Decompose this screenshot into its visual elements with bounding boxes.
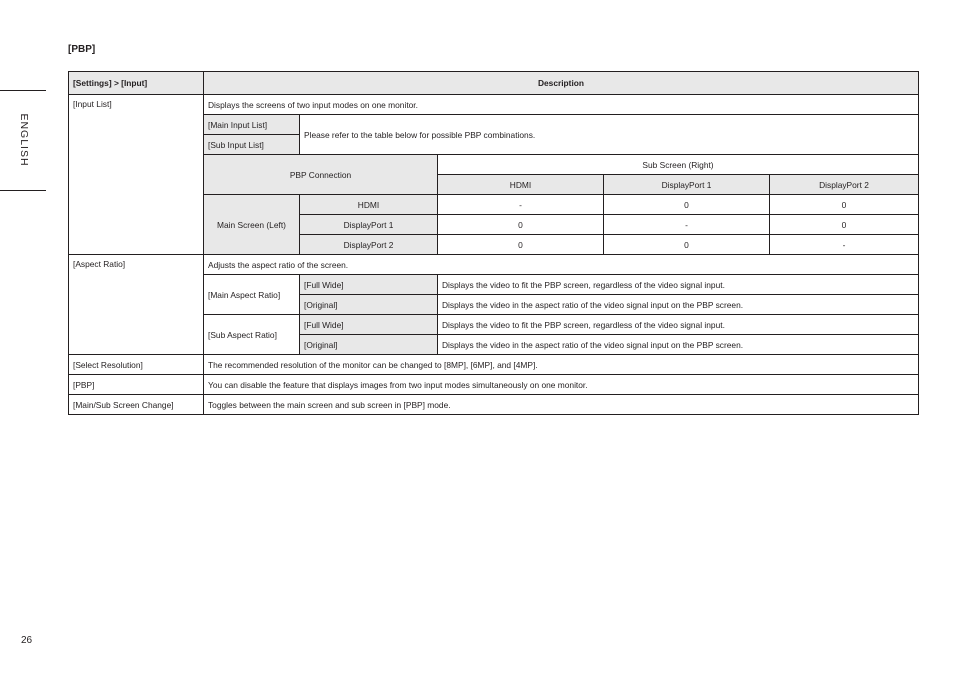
pbp-description: You can disable the feature that displays images from two input modes simultaneously on one monitor. — [204, 375, 919, 395]
main-original-description: Displays the video in the aspect ratio of the video signal input on the PBP screen. — [438, 295, 919, 315]
side-tab-rule-top — [0, 90, 46, 91]
table-row — [69, 255, 919, 275]
side-tab-label: ENGLISH — [18, 113, 30, 167]
sub-column-hdmi: HDMI — [438, 175, 604, 195]
sub-column-displayport-2: DisplayPort 2 — [770, 175, 919, 195]
pbp-cell: - — [770, 235, 919, 255]
select-resolution-label: [Select Resolution] — [69, 355, 204, 375]
pbp-cell: 0 — [438, 235, 604, 255]
pbp-cell: 0 — [438, 215, 604, 235]
input-list-description: Displays the screens of two input modes on one monitor. — [204, 95, 919, 115]
sub-aspect-ratio-label: [Sub Aspect Ratio] — [204, 315, 300, 355]
main-full-wide-description: Displays the video to fit the PBP screen, regardless of the video signal input. — [438, 275, 919, 295]
main-original-label: [Original] — [300, 295, 438, 315]
sub-column-displayport-1: DisplayPort 1 — [604, 175, 770, 195]
section-title: [PBP] — [68, 44, 96, 55]
sub-full-wide-description: Displays the video to fit the PBP screen, regardless of the video signal input. — [438, 315, 919, 335]
settings-table — [68, 71, 919, 415]
table-row — [69, 95, 919, 115]
page-number: 26 — [21, 635, 33, 646]
main-row-label-displayport-2: DisplayPort 2 — [300, 235, 438, 255]
pbp-cell: 0 — [604, 235, 770, 255]
main-row-label-hdmi: HDMI — [300, 195, 438, 215]
main-sub-change-description: Toggles between the main screen and sub screen in [PBP] mode. — [204, 395, 919, 415]
pbp-cell: - — [438, 195, 604, 215]
sub-original-label: [Original] — [300, 335, 438, 355]
sub-full-wide-label: [Full Wide] — [300, 315, 438, 335]
pbp-cell: 0 — [604, 195, 770, 215]
sub-input-list-label: [Sub Input List] — [204, 135, 300, 155]
pbp-cell: 0 — [770, 215, 919, 235]
main-screen-header: Main Screen (Left) — [204, 195, 300, 255]
main-sub-change-label: [Main/Sub Screen Change] — [69, 395, 204, 415]
main-full-wide-label: [Full Wide] — [300, 275, 438, 295]
select-resolution-description: The recommended resolution of the monitor can be changed to [8MP], [6MP], and [4MP]. — [204, 355, 919, 375]
side-tab-rule-bottom — [0, 190, 46, 191]
pbp-refer-note: Please refer to the table below for possible PBP combinations. — [300, 115, 919, 155]
input-list-label: [Input List] — [69, 95, 204, 255]
header-settings-input: [Settings] > [Input] — [69, 72, 204, 95]
pbp-connection-header: PBP Connection — [204, 155, 438, 195]
aspect-ratio-description: Adjusts the aspect ratio of the screen. — [204, 255, 919, 275]
pbp-cell: - — [604, 215, 770, 235]
table-row — [69, 375, 919, 395]
table-header-row — [69, 72, 919, 95]
table-row — [69, 355, 919, 375]
sub-screen-header: Sub Screen (Right) — [438, 155, 919, 175]
main-row-label-displayport-1: DisplayPort 1 — [300, 215, 438, 235]
sub-original-description: Displays the video in the aspect ratio of the video signal input on the PBP screen. — [438, 335, 919, 355]
header-description: Description — [204, 72, 919, 95]
aspect-ratio-label: [Aspect Ratio] — [69, 255, 204, 355]
main-aspect-ratio-label: [Main Aspect Ratio] — [204, 275, 300, 315]
table-row — [69, 395, 919, 415]
main-input-list-label: [Main Input List] — [204, 115, 300, 135]
pbp-label: [PBP] — [69, 375, 204, 395]
pbp-cell: 0 — [770, 195, 919, 215]
